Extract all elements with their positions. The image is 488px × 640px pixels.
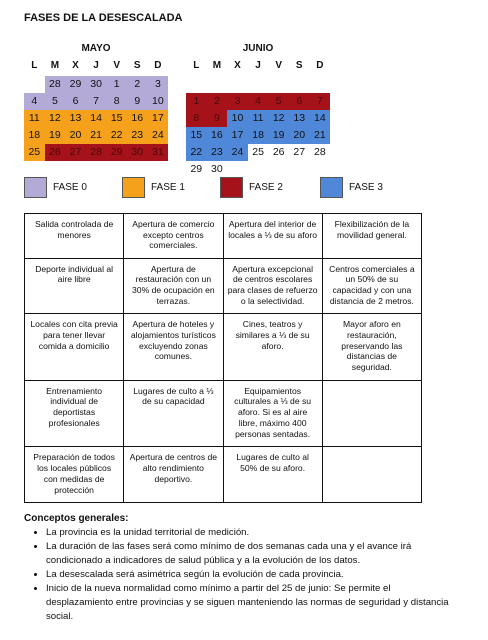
calendar-day: 5 — [45, 93, 66, 110]
calendar-day: 7 — [310, 93, 331, 110]
calendar-empty-cell — [248, 76, 269, 93]
calendar-day: 13 — [289, 110, 310, 127]
calendar-day: 7 — [86, 93, 107, 110]
list-item: • La duración de las fases será como mínimo de dos semanas cada una y el avance irá condicionado a indicadores de salud pública y a la evolución de los datos. — [46, 540, 454, 568]
calendar-day: 16 — [127, 110, 148, 127]
table-cell: Locales con cita previa para tener llevar comida a domicilio — [25, 314, 124, 381]
calendar-day: 10 — [148, 93, 169, 110]
legend-label: FASE 3 — [349, 181, 383, 193]
weekday-label: J — [93, 60, 99, 71]
calendar-empty-cell — [310, 76, 331, 93]
legend-item-fase-0 — [24, 176, 87, 198]
table-cell: Centros comerciales a un 50% de su capacidad y con una distancia de 2 metros. — [322, 258, 421, 314]
table-cell: Apertura de hoteles y alojamientos turísticos excluyendo zonas comunes. — [124, 314, 223, 381]
calendar-june — [186, 42, 330, 178]
weekday-label: D — [154, 60, 162, 71]
general-concepts — [24, 513, 454, 624]
legend-item-fase-3 — [320, 176, 383, 198]
legend-item-fase-2 — [220, 176, 283, 198]
concepts-title: Conceptos generales: — [24, 513, 129, 524]
calendar-day: 15 — [186, 127, 207, 144]
calendar-empty-cell — [186, 76, 207, 93]
table-row — [25, 214, 422, 259]
table-cell — [322, 447, 421, 503]
weekday-label: X — [72, 60, 79, 71]
table-cell: Mayor aforo en restauración, preservando las distancias de seguridad. — [322, 314, 421, 381]
calendar-day: 17 — [148, 110, 169, 127]
table-cell: Apertura del interior de locales a ⅓ de su aforo — [223, 214, 322, 259]
calendar-day: 14 — [86, 110, 107, 127]
calendar-day: 3 — [227, 93, 248, 110]
calendar-day: 4 — [24, 93, 45, 110]
calendar-day: 23 — [127, 127, 148, 144]
day-grid — [186, 76, 330, 178]
calendar-day: 11 — [248, 110, 269, 127]
table-cell: Lugares de culto al 50% de su aforo. — [223, 447, 322, 503]
calendar-day: 28 — [86, 144, 107, 161]
list-item: • La desescalada será asimétrica según la evolución de cada provincia. — [46, 568, 454, 582]
day-grid — [24, 76, 168, 161]
table-cell: Salida controlada de menores — [25, 214, 124, 259]
calendar-day: 1 — [186, 93, 207, 110]
legend-swatch — [122, 177, 145, 198]
weekday-label: V — [275, 60, 282, 71]
calendar-day: 20 — [289, 127, 310, 144]
legend-label: FASE 0 — [53, 181, 87, 193]
legend-swatch — [320, 177, 343, 198]
calendar-empty-cell — [227, 76, 248, 93]
calendar-empty-cell — [268, 76, 289, 93]
calendar-day: 30 — [86, 76, 107, 93]
calendar-day: 25 — [252, 146, 264, 158]
weekday-label: J — [255, 60, 261, 71]
table-row — [25, 380, 422, 447]
measures-table — [24, 213, 422, 503]
table-cell: Entrenamiento individual de deportistas profesionales — [25, 380, 124, 447]
calendar-day: 14 — [310, 110, 331, 127]
calendar-day: 11 — [24, 110, 45, 127]
table-cell: Equipamientos culturales a ⅓ de su aforo. Si es al aire libre, máximo 400 personas sentadas. — [223, 380, 322, 447]
weekday-label: X — [234, 60, 241, 71]
weekday-label: S — [295, 60, 303, 71]
calendar-day: 23 — [207, 144, 228, 161]
table-row — [25, 258, 422, 314]
calendar-day: 13 — [65, 110, 86, 127]
calendar-day: 3 — [148, 76, 169, 93]
calendar-day: 26 — [272, 146, 285, 158]
weekday-label: L — [31, 60, 38, 71]
month-name: JUNIO — [242, 43, 274, 54]
calendar-empty-cell — [207, 76, 228, 93]
calendar-day: 18 — [24, 127, 45, 144]
calendar-day: 31 — [148, 144, 169, 161]
calendar-day: 24 — [148, 127, 169, 144]
calendar-day: 17 — [227, 127, 248, 144]
list-item: • Inicio de la nueva normalidad como mínimo a partir del 25 de junio: Se permite el desplazamiento entre provincias y se siguen manteniendo las normas de seguridad y distancia social. — [46, 582, 454, 624]
list-item: • La provincia es la unidad territorial de medición. — [46, 526, 454, 540]
calendar-day: 30 — [211, 163, 223, 175]
calendar-day: 22 — [186, 144, 207, 161]
table-cell: Cines, teatros y similares a ⅓ de su aforo. — [223, 314, 322, 381]
calendar-day: 2 — [127, 76, 148, 93]
calendar-day: 9 — [127, 93, 148, 110]
calendar-day: 21 — [86, 127, 107, 144]
weekday-label: M — [50, 60, 60, 71]
weekday-label: S — [133, 60, 141, 71]
calendar-day: 26 — [45, 144, 66, 161]
month-name: MAYO — [81, 43, 111, 54]
calendar-day: 30 — [127, 144, 148, 161]
calendar-day: 5 — [268, 93, 289, 110]
weekday-header — [186, 59, 330, 73]
weekday-label: L — [193, 60, 200, 71]
calendar-day: 12 — [45, 110, 66, 127]
calendar-may — [24, 42, 168, 161]
calendar-day: 6 — [65, 93, 86, 110]
calendar-day: 22 — [106, 127, 127, 144]
legend-swatch — [24, 177, 47, 198]
calendar-day: 10 — [227, 110, 248, 127]
calendar-day: 20 — [65, 127, 86, 144]
weekday-label: M — [212, 60, 222, 71]
calendar-day: 18 — [248, 127, 269, 144]
weekday-header — [24, 59, 168, 73]
calendar-day: 28 — [45, 76, 66, 93]
calendar-day: 8 — [186, 110, 207, 127]
table-cell: Lugares de culto a ⅓ de su capacidad — [124, 380, 223, 447]
calendar-day: 24 — [227, 144, 248, 161]
calendar-day: 29 — [65, 76, 86, 93]
calendar-day: 8 — [106, 93, 127, 110]
calendar-day: 21 — [310, 127, 331, 144]
calendar-day: 19 — [45, 127, 66, 144]
weekday-label: D — [316, 60, 324, 71]
table-row — [25, 314, 422, 381]
table-cell: Apertura de centros de alto rendimiento deportivo. — [124, 447, 223, 503]
calendar-day: 9 — [207, 110, 228, 127]
table-cell: Preparación de todos los locales públicos con medidas de protección — [25, 447, 124, 503]
calendar-day: 29 — [190, 163, 203, 175]
calendar-day: 4 — [248, 93, 269, 110]
legend-label: FASE 1 — [151, 181, 185, 193]
calendar-day: 28 — [314, 146, 326, 158]
table-cell: Apertura excepcional de centros escolares para clases de refuerzo o la selectividad. — [223, 258, 322, 314]
calendar-day: 19 — [268, 127, 289, 144]
calendar-day: 27 — [65, 144, 86, 161]
table-cell: Apertura de comercio excepto centros comerciales. — [124, 214, 223, 259]
phase-legend — [24, 176, 464, 198]
calendar-day: 1 — [106, 76, 127, 93]
table-cell: Apertura de restauración con un 30% de ocupación en terrazas. — [124, 258, 223, 314]
legend-item-fase-1 — [122, 176, 185, 198]
calendar-empty-cell — [289, 76, 310, 93]
calendar-day: 25 — [24, 144, 45, 161]
table-row — [25, 447, 422, 503]
table-cell: Flexibilización de la movilidad general. — [322, 214, 421, 259]
page-title: FASES DE LA DESESCALADA — [24, 12, 183, 24]
legend-label: FASE 2 — [249, 181, 283, 193]
concepts-list — [24, 526, 454, 624]
calendar-day: 6 — [289, 93, 310, 110]
calendar-day: 2 — [207, 93, 228, 110]
calendar-day: 15 — [106, 110, 127, 127]
calendar-day: 29 — [106, 144, 127, 161]
calendar-empty-cell — [24, 76, 45, 93]
calendar-day: 12 — [268, 110, 289, 127]
weekday-label: V — [113, 60, 120, 71]
table-cell: Deporte individual al aire libre — [25, 258, 124, 314]
calendar-day: 16 — [207, 127, 228, 144]
calendar-day: 27 — [293, 146, 306, 158]
table-cell — [322, 380, 421, 447]
legend-swatch — [220, 177, 243, 198]
